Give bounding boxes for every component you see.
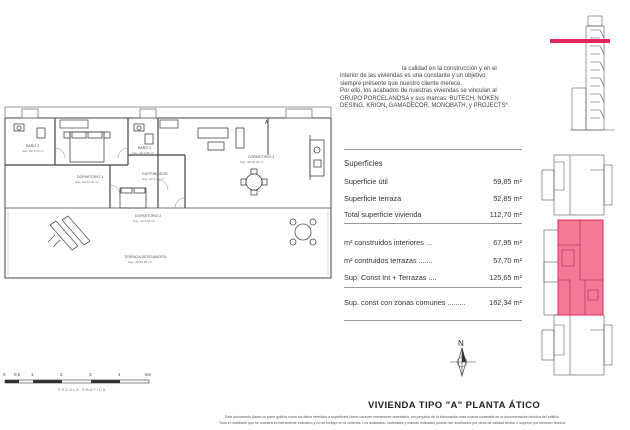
surface-value: 67,95 m² <box>493 238 522 247</box>
intro-line: siempre presente que nuestro cliente merece. <box>340 80 463 87</box>
room-dormitorio2: DORMITORIO 2 <box>135 214 162 218</box>
surface-row <box>344 210 522 219</box>
surface-value: 125,65 m² <box>489 273 522 282</box>
building-elevation <box>540 10 620 140</box>
divider <box>344 287 522 288</box>
intro-line: la calidad en la construcción y en el <box>402 66 497 72</box>
surface-value: 162,34 m² <box>489 298 522 307</box>
surface-label: Sup. Const Int + Terrazas .... <box>344 273 437 282</box>
room-terraza: TERRAZA DESCUBIERTA <box>124 255 167 259</box>
disclaimer-line: Este documento (tanto su parte gráfica como los datos referidos a superficies) tiene carácter meramente orientativo, sin perjuicio de la información más exacta contenida en la documentación técnica del edificio. <box>225 415 560 419</box>
compass-north: N <box>458 339 464 348</box>
surface-value: 112,70 m² <box>489 210 522 219</box>
highlight-unit <box>558 220 603 315</box>
surface-label: m² construidos interiores ... <box>344 238 432 247</box>
intro-line: GRUPO PORCELANOSA y sus marcas: BUTECH, NOKEN <box>340 95 499 102</box>
surface-label: m² contruidos terrazas ....... <box>344 256 433 265</box>
surface-label: Superficie útil <box>344 177 388 186</box>
highlight-level <box>550 39 610 43</box>
intro-line: Por ello, los acabados de nuestras viviendas se vinculan al <box>340 88 497 95</box>
scale-tick: 0 <box>3 372 6 377</box>
intro-line: interior de las viviendas es una constante y un objetivo <box>340 73 486 80</box>
divider <box>344 223 522 224</box>
room-distribuidor: DISTRIBUIDOR <box>142 172 168 176</box>
room-salon: DORMITORIO 3 <box>248 155 275 159</box>
surface-label: Total superficie vivienda <box>344 210 422 219</box>
compass-icon <box>448 338 478 378</box>
room-terraza-area: Sup. útil 52,85 m² <box>128 260 152 264</box>
surface-value: 57,70 m² <box>493 256 522 265</box>
page-title: VIVIENDA TIPO "A" PLANTA ÁTICO <box>368 400 541 411</box>
surface-row <box>344 238 522 247</box>
surface-label: Superficie terraza <box>344 194 402 203</box>
room-dormitorio1-area: Sup. útil 10,40 m² <box>75 180 99 184</box>
surface-row <box>344 256 522 265</box>
scale-tick: 5m <box>145 372 152 377</box>
entry-marker: A <box>265 120 269 126</box>
surfaces-heading: Superficies <box>344 159 383 168</box>
surface-value: 52,85 m² <box>493 194 522 203</box>
room-bano1-area: Sup. útil 3,85 m² <box>132 151 154 155</box>
room-bano2-area: Sup. útil 3,50 m² <box>22 149 44 153</box>
scale-tick: 1 <box>31 372 34 377</box>
intro-line: DESING, KRION, GAMADECOR, MONOBATH, y PROJECTS*. <box>340 103 510 110</box>
scale-caption: ESCALA GRÁFICA <box>58 387 107 392</box>
surface-total-row <box>344 298 522 307</box>
room-bano1: BAÑO 1 <box>138 146 152 150</box>
key-plan <box>540 150 630 390</box>
room-salon-area: Sup. útil 28,40 m² <box>240 160 264 164</box>
scale-tick: 4 <box>118 372 121 377</box>
surface-label: Sup. const con zonas comunes ......... <box>344 298 466 307</box>
room-dormitorio2-area: Sup. útil 8,80 m² <box>133 219 155 223</box>
divider <box>344 320 522 321</box>
intro-paragraph <box>340 66 522 110</box>
divider <box>344 149 522 150</box>
scale-tick: 0,5 <box>14 372 21 377</box>
disclaimer-line: Todo el mobiliario que se muestra es meramente indicativo y no se incluye en la vivienda. Los acabados, materiales y marcas indicados podrán ser sustituidos por otros de calidad similar o superior por decisión técnica. <box>219 421 566 425</box>
room-distribuidor-area: Sup. útil 4,15 m² <box>142 177 164 181</box>
surface-value: 59,85 m² <box>493 177 522 186</box>
surface-row <box>344 273 522 282</box>
scale-tick: 3 <box>89 372 92 377</box>
surface-row <box>344 177 522 186</box>
floor-plan <box>0 100 335 290</box>
surface-row <box>344 194 522 203</box>
scale-tick: 2 <box>60 372 63 377</box>
room-bano2: BAÑO 2 <box>26 144 40 148</box>
scale-bar <box>0 370 160 400</box>
room-dormitorio1: DORMITORIO 1 <box>77 175 104 179</box>
